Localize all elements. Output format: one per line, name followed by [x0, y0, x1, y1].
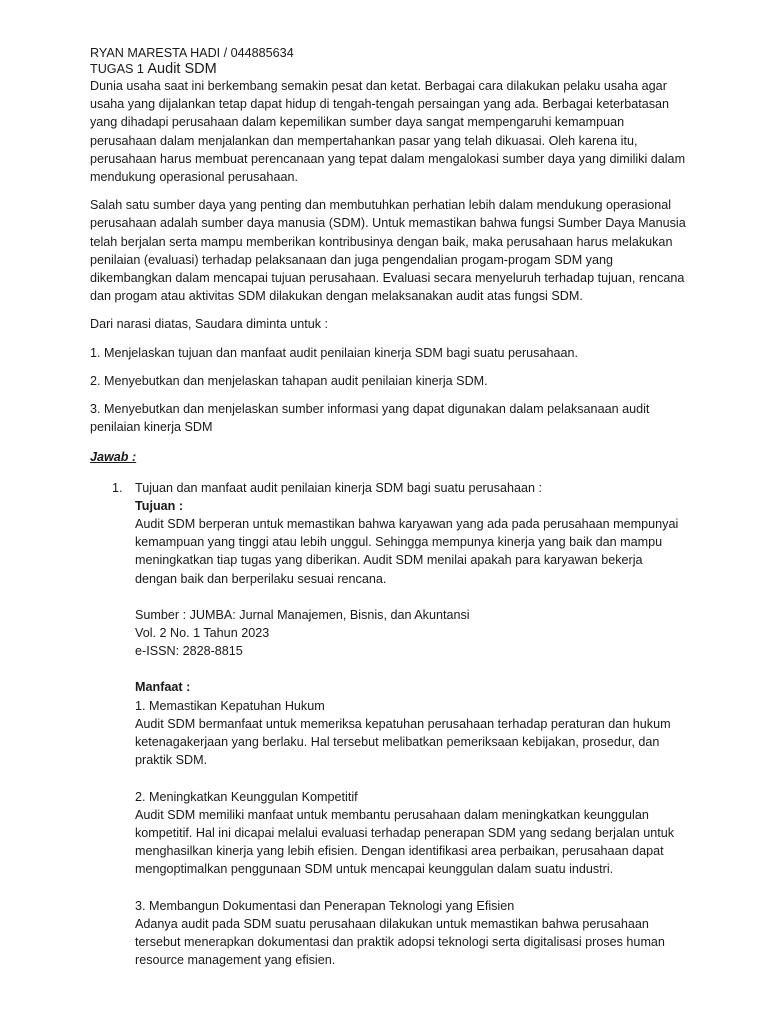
question-1: 1. Menjelaskan tujuan dan manfaat audit penilaian kinerja SDM bagi suatu perusahaan. [90, 345, 578, 360]
source-line-3: e-ISSN: 2828-8815 [135, 644, 243, 659]
source-line-2: Vol. 2 No. 1 Tahun 2023 [135, 626, 270, 641]
source-line-1: Sumber : JUMBA: Jurnal Manajemen, Bisnis, dan Akuntansi [135, 607, 470, 622]
spacer [135, 660, 688, 678]
author-line: RYAN MARESTA HADI / 044885634 [90, 46, 294, 60]
intro-paragraph-2: Salah satu sumber daya yang penting dan membutuhkan perhatian lebih dalam mendukung operasional perusahaan adalah sumber daya manusia (SDM). Untuk memastikan bahwa fungsi Sumber Daya Manusia telah berjalan serta mampu memberikan kontribusinya dengan baik, maka perusahaan harus melakukan penilaian (evaluasi) terhadap pelaksanaan dan juga pengendalian progam-progam SDM yang dikembangkan dalam mencapai tujuan perusahaan. Evaluasi secara menyeluruh terhadap tujuan, rencana dan progam atau aktivitas SDM dilakukan dengan melaksanakan audit atas fungsi SDM. [90, 198, 686, 304]
task-title-line [90, 61, 688, 77]
task-prefix: TUGAS 1 [90, 62, 144, 76]
spacer [135, 770, 688, 788]
answer-label: Jawab : [90, 450, 137, 465]
benefit-3-text: Adanya audit pada SDM suatu perusahaan dilakukan untuk memastikan bahwa perusahaan tersebut menerapkan dokumentasi dan praktik adopsi teknologi serta digitalisasi proses human resource management yang efisien. [135, 916, 665, 968]
benefit-3-title: 3. Membangun Dokumentasi dan Penerapan Teknologi yang Efisien [135, 898, 515, 913]
intro-paragraph-1: Dunia usaha saat ini berkembang semakin pesat dan ketat. Berbagai cara dilakukan pelaku usaha agar usaha yang dijalankan tetap dapat hidup di tengah-tengah persaingan yang ada. Berbagai keterbatasan yang dihadapi perusahaan dalam kepemilikan sumber daya sangat mempengaruhi kemampuan perusahaan dalam menjalankan dan mempertahankan pasar yang telah dikuasai. Oleh karena itu, perusahaan harus membuat perencanaan yang tepat dalam mengalokasi sumber daya yang dimiliki dalam mendukung operasional perusahaan. [90, 79, 686, 185]
question-2: 2. Menyebutkan dan menjelaskan tahapan audit penilaian kinerja SDM. [90, 373, 488, 388]
benefit-1-title: 1. Memastikan Kepatuhan Hukum [135, 698, 325, 713]
question-3: 3. Menyebutkan dan menjelaskan sumber informasi yang dapat digunakan dalam pelaksanaan audit penilaian kinerja SDM [90, 402, 650, 435]
manfaat-label: Manfaat : [135, 680, 191, 695]
answer-1-number: 1. [112, 480, 123, 495]
benefit-2-title: 2. Meningkatkan Keunggulan Kompetitif [135, 789, 358, 804]
spacer [135, 879, 688, 897]
tujuan-label: Tujuan : [135, 498, 184, 513]
spacer [135, 588, 688, 606]
intro-paragraph-3: Dari narasi diatas, Saudara diminta untuk : [90, 317, 329, 332]
tujuan-text: Audit SDM berperan untuk memastikan bahwa karyawan yang ada pada perusahaan mempunyai kemampuan yang tinggi atau lebih unggul. Sehingga mempunya kinerja yang baik dan mampu meningkatkan tiap tugas yang diberikan. Audit SDM menilai apakah para karyawan bekerja dengan baik dan berperilaku sesuai rencana. [135, 517, 679, 586]
benefit-1-text: Audit SDM bermanfaat untuk memeriksa kepatuhan perusahaan terhadap peraturan dan hukum ketenagakerjaan yang berlaku. Hal tersebut melibatkan pemeriksaan kebijakan, prosedur, dan praktik SDM. [135, 716, 671, 768]
benefit-2-text: Audit SDM memiliki manfaat untuk membantu perusahaan dalam meningkatkan keunggulan kompetitif. Hal ini dicapai melalui evaluasi terhadap penerapan SDM yang sedang berjalan untuk menghasilkan kinerja yang lebih efisien. Dengan identifikasi area perbaikan, perusahaan dapat mengoptimalkan penggunaan SDM untuk mencapai keunggulan dalam suatu industri. [135, 807, 675, 877]
answer-1-heading: Tujuan dan manfaat audit penilaian kinerja SDM bagi suatu perusahaan : [135, 480, 542, 495]
task-title: Audit SDM [147, 61, 217, 77]
answer-1 [90, 479, 688, 970]
